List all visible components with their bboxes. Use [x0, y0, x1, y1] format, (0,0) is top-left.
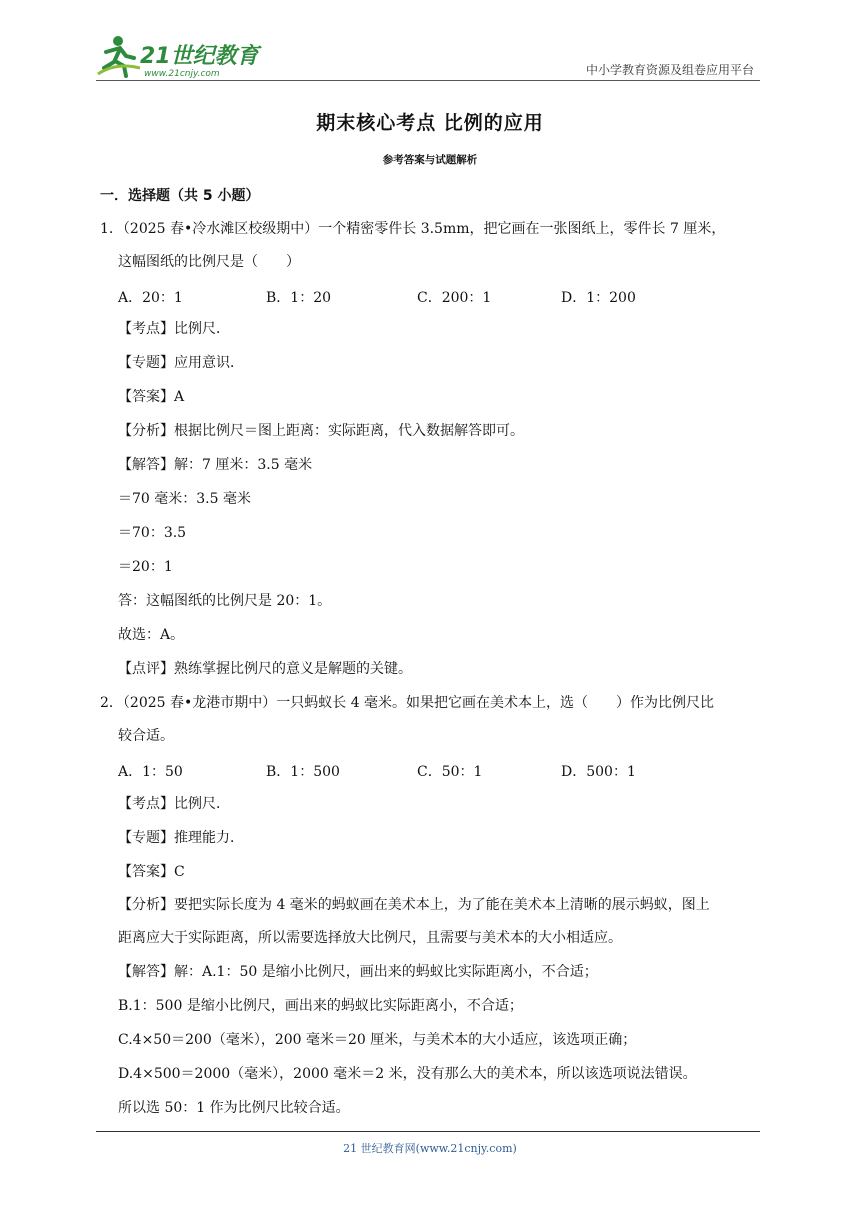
q2-analysis-line2: 距离应大于实际距离，所以需要选择放大比例尺，且需要与美术本的大小相适应。	[118, 930, 622, 946]
page-header	[96, 32, 760, 82]
q2-options	[118, 761, 718, 779]
header-divider	[96, 80, 760, 81]
runner-logo-icon	[96, 32, 266, 80]
q2-kaodian: 【考点】比例尺．	[118, 796, 230, 812]
q1-step-1: ＝70 毫米：3.5 毫米	[118, 491, 251, 507]
page-footer[interactable]: 21 世纪教育网(www.21cnjy.com)	[343, 1142, 517, 1155]
q2-option-c: C．50：1	[417, 764, 483, 780]
q1-step-3: ＝20：1	[118, 559, 173, 575]
section-heading: 一．选择题（共 5 小题）	[100, 188, 260, 204]
q1-stem-line1: 1．（2025 春•冷水滩区校级期中）一个精密零件长 3.5mm，把它画在一张图纸上，零件长 7 厘米，	[100, 221, 726, 237]
page-subtitle: 参考答案与试题解析	[382, 154, 478, 166]
q1-comment: 【点评】熟练掌握比例尺的意义是解题的关键。	[118, 661, 412, 677]
footer-divider	[96, 1131, 760, 1132]
q2-analysis-line1: 【分析】要把实际长度为 4 毫米的蚂蚁画在美术本上，为了能在美术本上清晰的展示蚂蚁，图上	[118, 897, 710, 913]
q2-answer: 【答案】C	[118, 864, 185, 880]
q2-option-b: B．1：500	[266, 764, 340, 780]
page-title: 期末核心考点 比例的应用	[316, 112, 544, 134]
q1-option-a: A．20：1	[118, 290, 183, 306]
svg-text:www.21cnjy.com: www.21cnjy.com	[144, 69, 220, 79]
q1-zhuanti: 【专题】应用意识．	[118, 355, 244, 371]
q1-kaodian: 【考点】比例尺．	[118, 321, 230, 337]
q2-option-d: D．500：1	[561, 764, 636, 780]
q1-option-d: D．1：200	[561, 290, 636, 306]
q2-zhuanti: 【专题】推理能力．	[118, 830, 244, 846]
q1-solution: 【解答】解：7 厘米：3.5 毫米	[118, 457, 313, 473]
q1-stem-line2: 这幅图纸的比例尺是（ ）	[118, 254, 300, 270]
q1-step-2: ＝70：3.5	[118, 525, 187, 541]
site-tagline: 中小学教育资源及组卷应用平台	[585, 63, 754, 77]
q2-option-b-reason: B.1：500 是缩小比例尺，画出来的蚂蚁比实际距离小，不合适；	[118, 998, 523, 1014]
q1-options	[118, 287, 718, 305]
svg-text:21世纪教育: 21世纪教育	[140, 44, 259, 69]
q1-analysis: 【分析】根据比例尺＝图上距离：实际距离，代入数据解答即可。	[118, 423, 524, 439]
q2-option-c-reason: C.4×50＝200（毫米），200 毫米＝20 厘米，与美术本的大小适应，该选项正确；	[118, 1032, 637, 1048]
q2-conclusion: 所以选 50：1 作为比例尺比较合适。	[118, 1100, 350, 1116]
q2-option-a: A．1：50	[118, 764, 183, 780]
q1-option-b: B．1：20	[266, 290, 332, 306]
q1-answer-text: 答：这幅图纸的比例尺是 20：1。	[118, 593, 332, 609]
q1-option-c: C．200：1	[417, 290, 492, 306]
q2-stem-line1: 2．（2025 春•龙港市期中）一只蚂蚁长 4 毫米。如果把它画在美术本上，选（ ）作为比例尺比	[100, 695, 715, 711]
site-logo[interactable]	[96, 32, 266, 80]
q2-solution: 【解答】解：A.1：50 是缩小比例尺，画出来的蚂蚁比实际距离小，不合适；	[118, 964, 598, 980]
q2-option-d-reason: D.4×500＝2000（毫米），2000 毫米＝2 米，没有那么大的美术本，所以该选项说法错误。	[118, 1066, 697, 1082]
q1-choice: 故选：A。	[118, 627, 185, 643]
q2-stem-line2: 较合适。	[118, 728, 174, 744]
q1-answer: 【答案】A	[118, 389, 185, 405]
